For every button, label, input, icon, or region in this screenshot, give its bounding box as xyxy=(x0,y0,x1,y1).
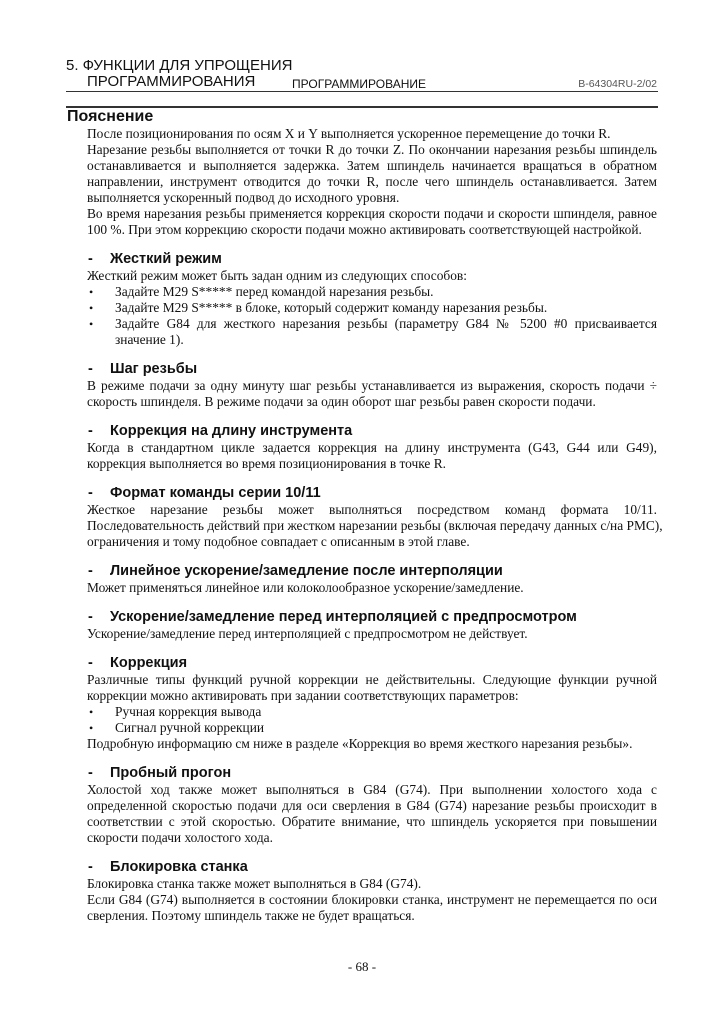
bullet-icon: • xyxy=(89,285,94,299)
dash-marker: - xyxy=(88,423,93,439)
section-heading xyxy=(0,484,724,502)
bullet-text-continued: значение 1). xyxy=(115,332,184,347)
section-heading-text: Коррекция xyxy=(110,655,188,671)
bullet-icon: • xyxy=(89,705,94,719)
header-divider xyxy=(66,91,658,92)
paragraph-line: 100 %. При этом коррекцию скорости подачи можно активировать соответствующей настройкой. xyxy=(87,222,642,237)
paragraph-line: скорость шпинделя. В режиме подачи за один оборот шаг резьбы равен скорости подачи. xyxy=(87,394,596,409)
paragraph-line: коррекции можно активировать при задании соответствующих параметров: xyxy=(87,688,519,703)
page-content xyxy=(0,108,724,924)
bullet-item xyxy=(89,720,657,736)
section xyxy=(0,858,724,924)
chapter-title-line2: ПРОГРАММИРОВАНИЯ xyxy=(87,73,256,90)
section xyxy=(0,608,724,642)
bullet-text: Сигнал ручной коррекции xyxy=(115,720,265,735)
paragraph-line: После позиционирования по осям X и Y выполняется ускоренное перемещение до точки R. xyxy=(87,126,611,141)
bullet-text: Задайте M29 S***** в блоке, который содержит команду нарезания резьбы. xyxy=(115,300,548,315)
bullet-icon: • xyxy=(89,721,94,735)
section-heading-text: Коррекция на длину инструмента xyxy=(110,423,353,439)
section-label: ПРОГРАММИРОВАНИЕ xyxy=(292,77,426,91)
paragraph-line: Жесткое нарезание резьбы может выполняться посредством команд формата 10/11. xyxy=(87,502,657,517)
section xyxy=(0,484,724,550)
section-heading: Пояснение xyxy=(67,108,154,125)
dash-marker: - xyxy=(88,655,93,671)
bullet-item xyxy=(89,704,657,720)
section xyxy=(0,764,724,846)
paragraph-line: соответствии с этой скоростью. Обратите внимание, что шпиндель ускоряется при повышении xyxy=(87,814,657,829)
paragraph-line: Когда в стандартном цикле задается коррекция на длину инструмента (G43, G44 или G49), xyxy=(87,440,657,455)
paragraph-line: Может применяться линейное или колоколообразное ускорение/замедление. xyxy=(87,580,524,595)
page-number: - 68 - xyxy=(347,959,377,974)
section-heading-text: Линейное ускорение/замедление после интерполяции xyxy=(110,563,503,579)
paragraph-line: скорости подачи холостого хода. xyxy=(87,830,273,845)
paragraph-line: Жесткий режим может быть задан одним из следующих способов: xyxy=(87,268,467,283)
bullet-text: Задайте G84 для жесткого нарезания резьбы (параметру G84 № 5200 #0 присваивается xyxy=(115,316,657,331)
chapter-title-line1: 5. ФУНКЦИИ ДЛЯ УПРОЩЕНИЯ xyxy=(66,57,293,74)
section-heading xyxy=(0,764,724,782)
section-heading xyxy=(0,250,724,268)
paragraph-line: Блокировка станка также может выполняться в G84 (G74). xyxy=(87,876,422,891)
dash-marker: - xyxy=(88,563,93,579)
section-heading-text: Жесткий режим xyxy=(110,251,222,267)
section xyxy=(0,108,724,238)
dash-marker: - xyxy=(88,251,93,267)
section-heading-text: Ускорение/замедление перед интерполяцией с предпросмотром xyxy=(110,609,577,625)
dash-marker: - xyxy=(88,859,93,875)
section xyxy=(0,562,724,596)
section xyxy=(0,422,724,472)
paragraph-line: Во время нарезания резьбы применяется коррекция скорости подачи и скорости шпинделя, равное xyxy=(87,206,657,221)
section-heading-text: Шаг резьбы xyxy=(110,361,198,377)
dash-marker: - xyxy=(88,485,93,501)
section-heading-text: Пробный прогон xyxy=(110,765,232,781)
section xyxy=(0,360,724,410)
paragraph-line: Ускорение/замедление перед интерполяцией с предпросмотром не действует. xyxy=(87,626,528,641)
bullet-text: Ручная коррекция вывода xyxy=(115,704,262,719)
paragraph-line: Нарезание резьбы выполняется от точки R до точки Z. По окончании нарезания резьбы шпиндель xyxy=(87,142,657,157)
paragraph-line: сверления. Поэтому шпиндель также не будет вращаться. xyxy=(87,908,415,923)
paragraph-line: коррекция выполняется во время позиционирования в точке R. xyxy=(87,456,447,471)
paragraph-line: Последовательность действий при жестком нарезании резьбы (включая передачу данных с/на PMC), xyxy=(87,518,663,533)
paragraph-line: Различные типы функций ручной коррекции не действительны. Следующие функции ручной xyxy=(87,672,657,687)
dash-marker: - xyxy=(88,765,93,781)
section-heading-text: Блокировка станка xyxy=(110,859,248,875)
paragraph-line: Холостой ход также может выполняться в G84 (G74). При выполнении холостого хода с xyxy=(87,782,657,797)
paragraph-line: Если G84 (G74) выполняется в состоянии блокировки станка, инструмент не перемещается по оси xyxy=(87,892,657,907)
bullet-icon: • xyxy=(89,301,94,315)
paragraph-line: В режиме подачи за одну минуту шаг резьбы устанавливается из выражения, скорость подачи ÷ xyxy=(87,378,657,393)
dash-marker: - xyxy=(88,361,93,377)
section-heading xyxy=(0,360,724,378)
dash-marker: - xyxy=(88,609,93,625)
bullet-item xyxy=(89,316,657,332)
paragraph-line: ограничения и тому подобное совпадает с описанным в этой главе. xyxy=(87,534,470,549)
bullet-icon: • xyxy=(89,317,94,331)
section-heading xyxy=(0,858,724,876)
section-heading xyxy=(0,608,724,626)
section-heading xyxy=(0,422,724,440)
bullet-item xyxy=(89,284,657,300)
bullet-text: Задайте M29 S***** перед командой нарезания резьбы. xyxy=(115,284,434,299)
paragraph-line: выполняется ускоренный подвод до исходного уровня. xyxy=(87,190,400,205)
section xyxy=(0,654,724,752)
section xyxy=(0,250,724,348)
paragraph-line: Подробную информацию см ниже в разделе «Коррекция во время жесткого нарезания резьбы». xyxy=(87,736,633,751)
paragraph-line: направлении, инструмент отводится до точки R, после чего шпиндель останавливается. Затем xyxy=(87,174,657,189)
paragraph-line: останавливается и выполняется задержка. Затем шпиндель начинается вращаться в обратном xyxy=(87,158,657,173)
section-heading-text: Формат команды серии 10/11 xyxy=(110,485,321,501)
document-code: B-64304RU-2/02 xyxy=(578,78,657,90)
bullet-item xyxy=(89,300,657,316)
paragraph-line: определенной скоростью подачи для оси сверления в G84 (G74) нарезание резьбы происходит в xyxy=(87,798,657,813)
section-heading xyxy=(0,562,724,580)
section-heading xyxy=(0,654,724,672)
